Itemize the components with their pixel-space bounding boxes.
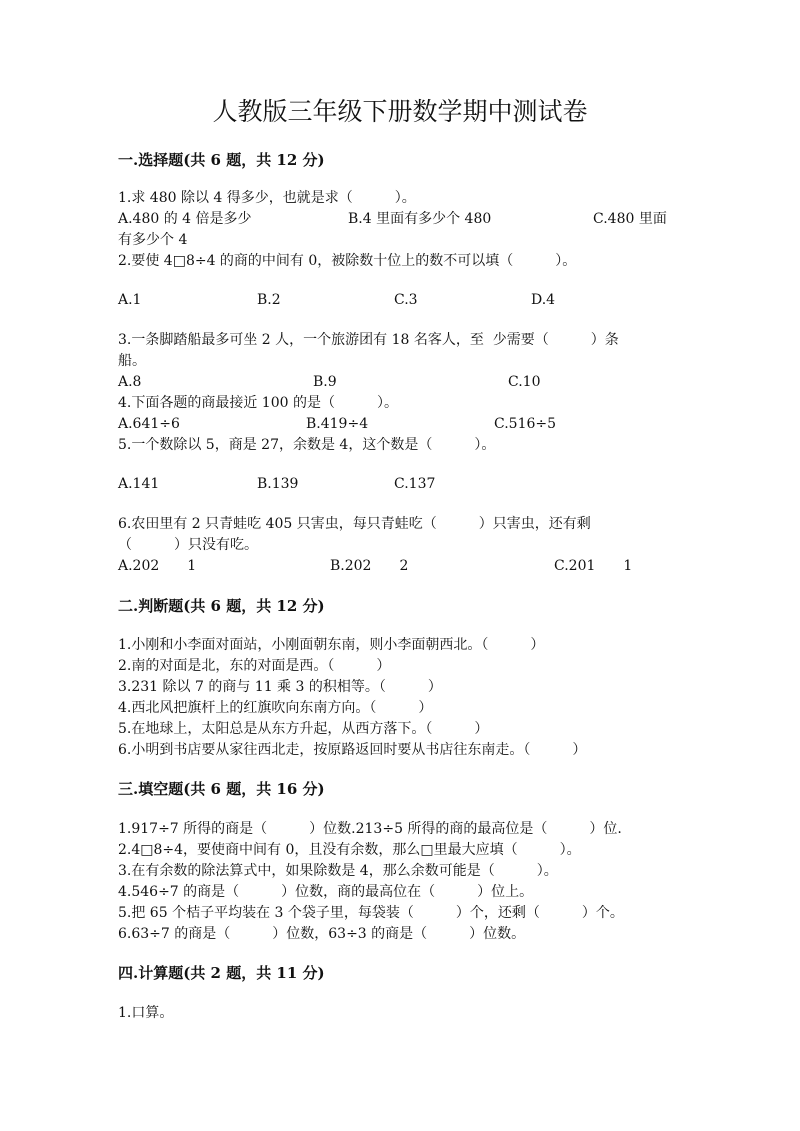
judge-item: 6.小明到书店要从家往西北走，按原路返回时要从书店往东南走。（ ） (118, 742, 587, 758)
choice-q3-option-c: C.10 (508, 374, 541, 390)
choice-q6-stem: 6.农田里有 2 只青蛙吃 405 只害虫，每只青蛙吃（ ）只害虫，还有剩 (118, 516, 591, 532)
judge-item: 3.231 除以 7 的商与 11 乘 3 的积相等。（ ） (118, 679, 442, 695)
choice-q2-option-a: A.1 (118, 292, 142, 308)
section-heading-choice: 一.选择题(共 6 题，共 12 分) (118, 151, 325, 169)
choice-q4-option-c: C.516÷5 (494, 416, 557, 432)
choice-q6-option-c: C.201 1 (554, 558, 633, 574)
section-heading-fill: 三.填空题(共 6 题，共 16 分) (118, 780, 325, 798)
choice-q1-option-c: C.480 里面 (593, 211, 667, 227)
choice-q6-stem-continued: （ ）只没有吃。 (118, 537, 258, 553)
page-title: 人教版三年级下册数学期中测试卷 (212, 97, 588, 126)
choice-q4-option-b: B.419÷4 (306, 416, 369, 432)
judge-item: 2.南的对面是北，东的对面是西。（ ） (118, 658, 391, 674)
choice-q1-option-b: B.4 里面有多少个 480 (348, 211, 492, 227)
choice-q2-option-d: D.4 (531, 292, 556, 308)
choice-q1-stem: 1.求 480 除以 4 得多少，也就是求（ ）。 (118, 190, 416, 206)
choice-q5-option-b: B.139 (257, 476, 299, 492)
choice-q2-option-c: C.3 (394, 292, 418, 308)
choice-q2-stem: 2.要使 4□8÷4 的商的中间有 0，被除数十位上的数不可以填（ ）。 (118, 253, 577, 269)
choice-q6-option-b: B.202 2 (330, 558, 409, 574)
section-heading-judge: 二.判断题(共 6 题，共 12 分) (118, 597, 325, 615)
judge-item: 4.西北风把旗杆上的红旗吹向东南方向。（ ） (118, 700, 433, 716)
choice-q2-option-b: B.2 (257, 292, 281, 308)
fill-item: 3.在有余数的除法算式中，如果除数是 4，那么余数可能是（ ）。 (118, 863, 558, 879)
fill-item: 5.把 65 个桔子平均装在 3 个袋子里，每袋装（ ）个，还剩（ ）个。 (118, 905, 624, 921)
choice-q5-option-a: A.141 (118, 476, 160, 492)
section-heading-calc: 四.计算题(共 2 题，共 11 分) (118, 964, 325, 982)
fill-item: 6.63÷7 的商是（ ）位数，63÷3 的商是（ ）位数。 (118, 926, 526, 942)
choice-q3-option-a: A.8 (118, 374, 142, 390)
fill-item: 1.917÷7 所得的商是（ ）位数.213÷5 所得的商的最高位是（ ）位. (118, 821, 622, 837)
choice-q3-stem: 3.一条脚踏船最多可坐 2 人，一个旅游团有 18 名客人，至 少需要（ ）条 (118, 332, 619, 348)
choice-q1-option-a: A.480 的 4 倍是多少 (118, 211, 252, 227)
choice-q4-stem: 4.下面各题的商最接近 100 的是（ ）。 (118, 395, 398, 411)
fill-item: 4.546÷7 的商是（ ）位数，商的最高位在（ ）位上。 (118, 884, 534, 900)
fill-item: 2.4□8÷4，要使商中间有 0，且没有余数，那么□里最大应填（ ）。 (118, 842, 581, 858)
choice-q4-option-a: A.641÷6 (118, 416, 180, 432)
choice-q5-option-c: C.137 (394, 476, 436, 492)
judge-item: 5.在地球上，太阳总是从东方升起，从西方落下。（ ） (118, 721, 489, 737)
choice-q3-option-b: B.9 (313, 374, 337, 390)
choice-q5-stem: 5.一个数除以 5，商是 27，余数是 4，这个数是（ ）。 (118, 437, 496, 453)
choice-q1-option-c-continued: 有多少个 4 (118, 232, 188, 248)
judge-item: 1.小刚和小李面对面站，小刚面朝东南，则小李面朝西北。（ ） (118, 637, 545, 653)
choice-q6-option-a: A.202 1 (118, 558, 197, 574)
calc-q1-stem: 1.口算。 (118, 1005, 174, 1021)
choice-q3-stem-continued: 船。 (118, 353, 146, 369)
